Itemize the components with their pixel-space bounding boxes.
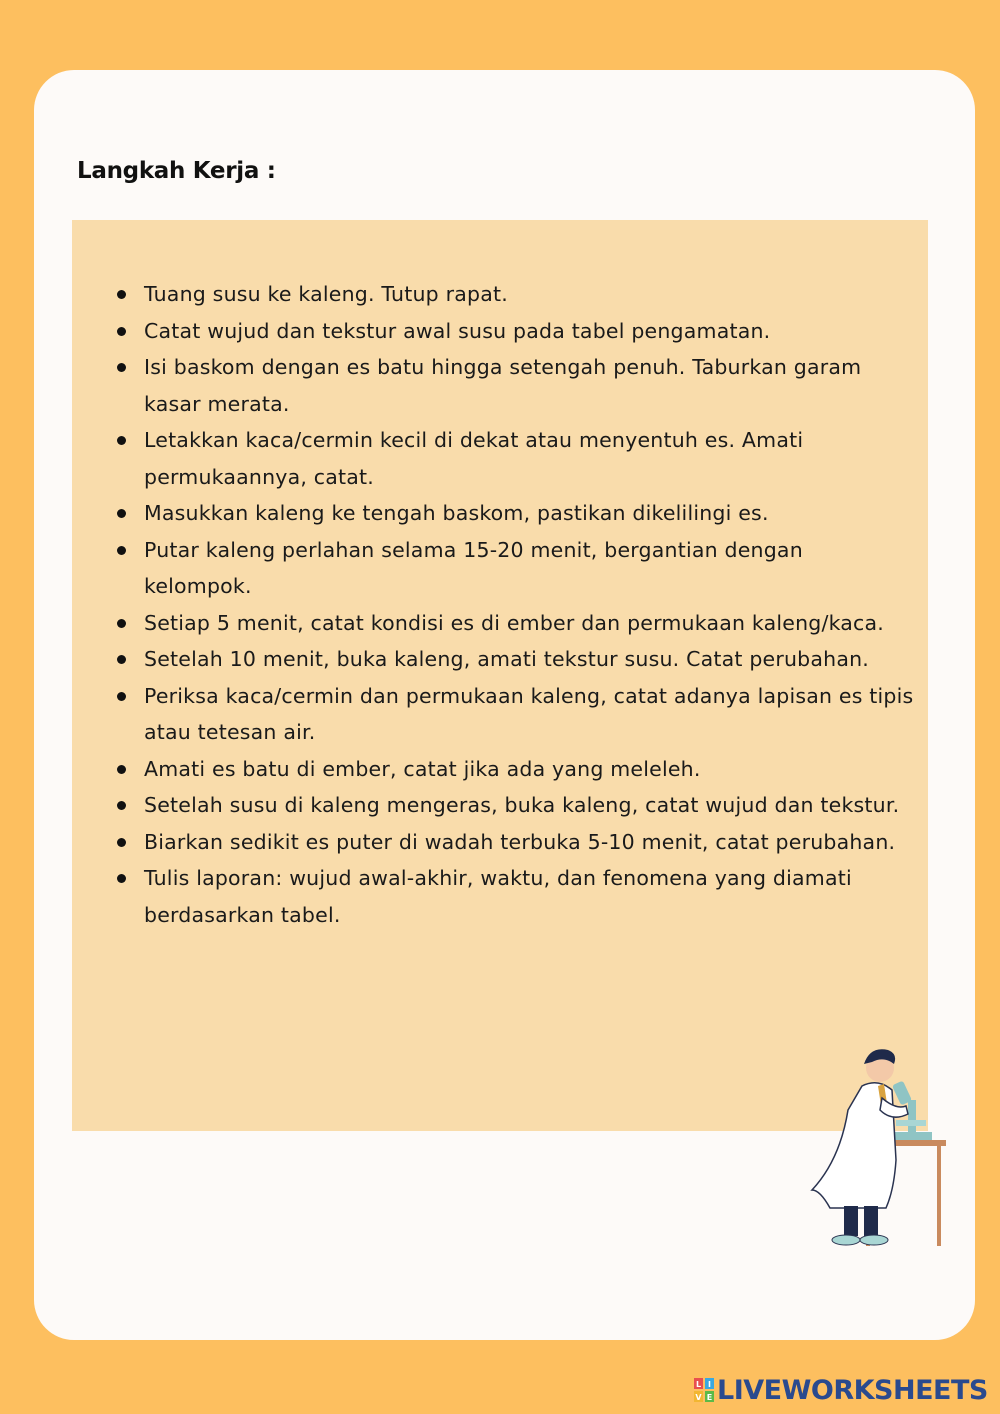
bullet-icon bbox=[117, 290, 126, 299]
svg-text:V: V bbox=[695, 1393, 702, 1402]
step-text: Tulis laporan: wujud awal-akhir, waktu, dan fenomena yang diamati berdasarkan tabel. bbox=[144, 866, 852, 927]
list-item bbox=[144, 860, 914, 933]
step-text: Tuang susu ke kaleng. Tutup rapat. bbox=[144, 282, 508, 306]
step-text: Isi baskom dengan es batu hingga setengah penuh. Taburkan garam kasar merata. bbox=[144, 355, 862, 416]
step-text: Putar kaleng perlahan selama 15-20 menit, bergantian dengan kelompok. bbox=[144, 537, 803, 598]
bullet-icon bbox=[117, 327, 126, 336]
microscope-base bbox=[892, 1132, 932, 1140]
step-text: Setiap 5 menit, catat kondisi es di ember dan permukaan kaleng/kaca. bbox=[144, 610, 884, 635]
list-item bbox=[144, 751, 914, 788]
bullet-icon bbox=[117, 801, 126, 810]
list-item bbox=[144, 313, 914, 350]
step-text: Biarkan sedikit es puter di wadah terbuka 5-10 menit, catat perubahan. bbox=[144, 829, 896, 854]
shoe bbox=[860, 1235, 888, 1245]
step-text: Masukkan kaleng ke tengah baskom, pastikan dikelilingi es. bbox=[144, 501, 769, 525]
step-text: Amati es batu di ember, catat jika ada yang meleleh. bbox=[144, 756, 701, 781]
liveworksheets-logo bbox=[694, 1374, 988, 1406]
list-item bbox=[144, 495, 914, 532]
shoe bbox=[832, 1235, 860, 1245]
bullet-icon bbox=[117, 546, 126, 555]
bullet-icon bbox=[117, 363, 126, 372]
list-item bbox=[144, 276, 914, 313]
step-text: Letakkan kaca/cermin kecil di dekat atau menyentuh es. Amati permukaannya, catat. bbox=[144, 428, 804, 489]
liveworksheets-logo-mark bbox=[694, 1378, 714, 1402]
bullet-icon bbox=[117, 655, 126, 664]
list-item bbox=[144, 605, 914, 642]
bullet-icon bbox=[117, 436, 126, 445]
microscope-stage bbox=[896, 1120, 926, 1126]
list-item bbox=[144, 349, 914, 422]
step-text: Setelah susu di kaleng mengeras, buka kaleng, catat wujud dan tekstur. bbox=[144, 793, 900, 817]
svg-text:E: E bbox=[706, 1393, 713, 1402]
microscope-eyepiece bbox=[892, 1080, 912, 1105]
list-item bbox=[144, 422, 914, 495]
list-item bbox=[144, 678, 914, 751]
step-text: Catat wujud dan tekstur awal susu pada tabel pengamatan. bbox=[144, 318, 771, 343]
brand-name: LIVEWORKSHEETS bbox=[717, 1374, 988, 1406]
bullet-icon bbox=[117, 692, 126, 701]
svg-text:I: I bbox=[708, 1380, 711, 1389]
bullet-icon bbox=[117, 509, 126, 518]
scientist-leg bbox=[844, 1206, 858, 1236]
list-item bbox=[144, 824, 914, 861]
step-text: Periksa kaca/cermin dan permukaan kaleng, catat adanya lapisan es tipis atau tetesan air. bbox=[144, 683, 914, 744]
list-item bbox=[144, 787, 914, 824]
table-leg bbox=[937, 1146, 941, 1246]
bullet-icon bbox=[117, 874, 126, 883]
list-item bbox=[144, 532, 914, 605]
scientist-leg bbox=[864, 1206, 878, 1236]
microscope-arm bbox=[908, 1100, 916, 1132]
section-heading: Langkah Kerja : bbox=[77, 158, 276, 184]
steps-box bbox=[72, 220, 928, 1131]
steps-list bbox=[144, 276, 914, 933]
svg-text:L: L bbox=[695, 1380, 702, 1389]
bullet-icon bbox=[117, 765, 126, 774]
scientist-with-microscope-illustration bbox=[800, 1040, 950, 1255]
step-text: Setelah 10 menit, buka kaleng, amati tekstur susu. Catat perubahan. bbox=[144, 647, 870, 671]
bullet-icon bbox=[117, 619, 126, 628]
list-item bbox=[144, 641, 914, 678]
bullet-icon bbox=[117, 838, 126, 847]
